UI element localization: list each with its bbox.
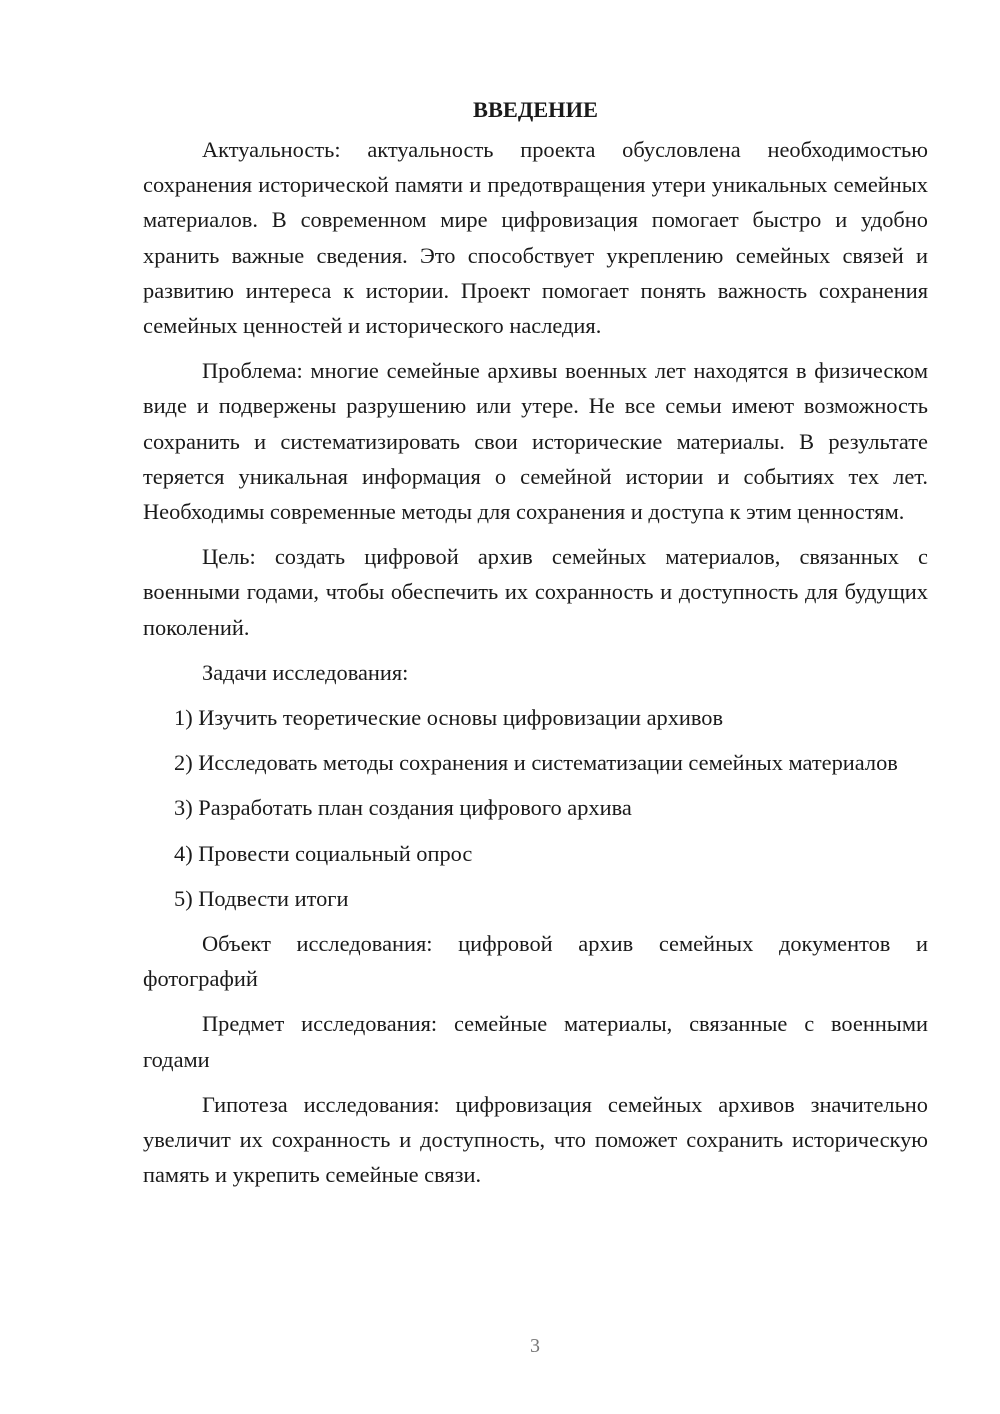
paragraph-tasks-heading: Задачи исследования: <box>202 659 409 685</box>
task-item-2: 2) Исследовать методы сохранения и систематизации семейных материалов <box>174 750 898 776</box>
task-item-4: 4) Провести социальный опрос <box>174 840 473 866</box>
task-item-1: 1) Изучить теоретические основы цифровизации архивов <box>174 705 724 731</box>
paragraph-relevance: Актуальность: актуальность проекта обусловлена необходимостью сохранения исторической памяти и предотвращения утери уникальных семейных материалов. В современном мире цифровизация помогает быстро и удобно хранить важные сведения. Это способствует укреплению семейных связей и развитию интереса к истории. Проект помогает понять важность сохранения семейных ценностей и исторического наследия. <box>143 137 928 339</box>
paragraph-subject: Предмет исследования: семейные материалы, связанные с военными годами <box>143 1011 928 1072</box>
page-number: 3 <box>530 1335 540 1357</box>
paragraph-hypothesis: Гипотеза исследования: цифровизация семейных архивов значительно увеличит их сохранность и доступность, что поможет сохранить историческую память и укрепить семейные связи. <box>143 1091 928 1188</box>
document-page <box>143 95 928 1202</box>
section-title: ВВЕДЕНИЕ <box>473 97 598 122</box>
paragraph-object: Объект исследования: цифровой архив семейных документов и фотографий <box>143 931 928 992</box>
paragraph-goal: Цель: создать цифровой архив семейных материалов, связанных с военными годами, чтобы обеспечить их сохранность и доступность для будущих поколений. <box>143 544 928 640</box>
paragraph-problem: Проблема: многие семейные архивы военных лет находятся в физическом виде и подвержены разрушению или утере. Не все семьи имеют возможность сохранить и систематизировать свои исторические материалы. В результате теряется уникальная информация о семейной истории и событиях тех лет. Необходимы современные методы для сохранения и доступа к этим ценностям. <box>143 358 928 525</box>
task-item-3: 3) Разработать план создания цифрового архива <box>174 795 632 821</box>
task-item-5: 5) Подвести итоги <box>174 885 349 911</box>
